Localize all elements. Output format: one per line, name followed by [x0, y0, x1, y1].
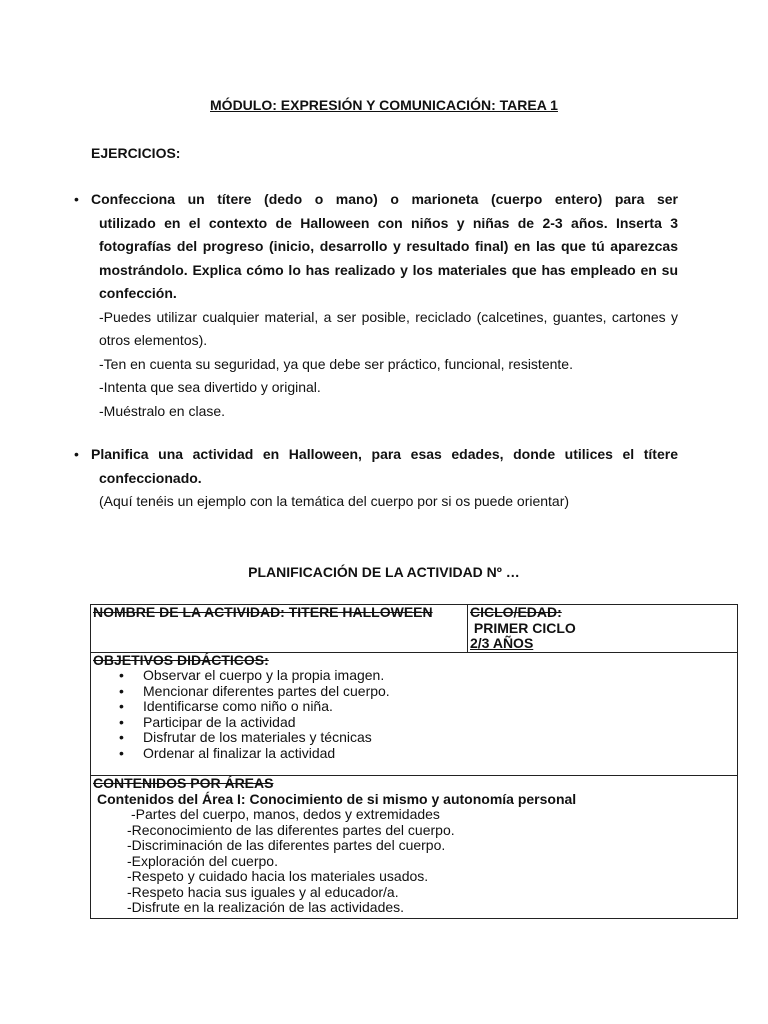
exercise-item	[74, 188, 678, 423]
list-item: -Respeto hacia sus iguales y al educador/a.	[127, 883, 399, 900]
list-item: -Disfrute en la realización de las actividades.	[127, 899, 405, 915]
list-item: • Identificarse como niño o niña.	[93, 699, 737, 715]
objectives-list	[93, 668, 737, 775]
instruction-first-line: Planifica una actividad en Halloween, para esas edades, donde utilices el títere	[91, 446, 678, 462]
section-heading: EJERCICIOS:	[91, 145, 181, 161]
contents-cell	[91, 776, 738, 919]
note-example: (Aquí tenéis un ejemplo con la temática del cuerpo por si os puede orientar)	[99, 493, 570, 509]
cycle-cell	[468, 605, 738, 653]
table-row	[91, 776, 738, 919]
activity-name: NOMBRE DE LA ACTIVIDAD: TITERE HALLOWEEN	[93, 604, 433, 620]
list-item: -Partes del cuerpo, manos, dedos y extremidades	[131, 806, 440, 822]
list-item: -Reconocimiento de las diferentes partes del cuerpo.	[127, 821, 455, 838]
note-materials	[99, 306, 678, 353]
contents-label: CONTENIDOS POR ÁREAS	[93, 775, 274, 791]
table-row	[91, 652, 738, 776]
list-item: -Exploración del cuerpo.	[127, 852, 278, 869]
objectives-label: OBJETIVOS DIDÁCTICOS:	[93, 651, 269, 668]
table-row	[91, 605, 738, 653]
list-item: -Respeto y cuidado hacia los materiales usados.	[127, 868, 429, 884]
instruction-rest: confeccionado.	[99, 469, 202, 486]
note-show: -Muéstralo en clase.	[99, 402, 226, 419]
planning-title: PLANIFICACIÓN DE LA ACTIVIDAD Nº …	[248, 564, 520, 580]
bullet-icon: •	[74, 191, 79, 207]
planning-table	[90, 604, 738, 919]
instruction-first-line: Confecciona un títere (dedo o mano) o marioneta (cuerpo entero) para ser	[91, 191, 678, 207]
cycle-value: PRIMER CICLO	[470, 619, 576, 636]
list-item: • Observar el cuerpo y la propia imagen.	[93, 668, 737, 684]
exercise-instruction	[91, 443, 678, 490]
instruction-rest: utilizado en el contexto de Halloween con niños y niñas de 2-3 años. Inserta 3 fotografías del progreso (inicio, desarrollo y resultado final) en las que tú aparezcas mostrándolo. Explica cómo lo has realizado y los materiales que has empleado en su confección.	[99, 214, 678, 301]
list-item: • Participar de la actividad	[93, 715, 737, 731]
bullet-icon: •	[74, 446, 79, 462]
activity-name-cell	[91, 605, 468, 653]
document-title: MÓDULO: EXPRESIÓN Y COMUNICACIÓN: TAREA 1	[210, 97, 558, 113]
list-item: • Mencionar diferentes partes del cuerpo.	[93, 684, 737, 700]
note-materials-text: -Puedes utilizar cualquier material, a ser posible, reciclado (calcetines, guantes, cartones y otros elementos).	[99, 308, 678, 348]
note-safety: -Ten en cuenta su seguridad, ya que debe ser práctico, funcional, resistente.	[99, 355, 573, 372]
list-item: -Discriminación de las diferentes partes del cuerpo.	[127, 837, 446, 853]
objectives-cell	[91, 652, 738, 776]
exercise-item	[74, 443, 678, 514]
list-item: • Disfrutar de los materiales y técnicas	[93, 730, 737, 746]
cycle-label: CICLO/EDAD:	[470, 604, 562, 620]
exercise-instruction	[91, 188, 678, 306]
list-item: • Ordenar al finalizar la actividad	[93, 746, 737, 762]
note-fun: -Intenta que sea divertido y original.	[99, 379, 321, 395]
age-value: 2/3 AÑOS	[470, 635, 534, 651]
area-title: Contenidos del Área I: Conocimiento de si mismo y autonomía personal	[97, 790, 577, 807]
